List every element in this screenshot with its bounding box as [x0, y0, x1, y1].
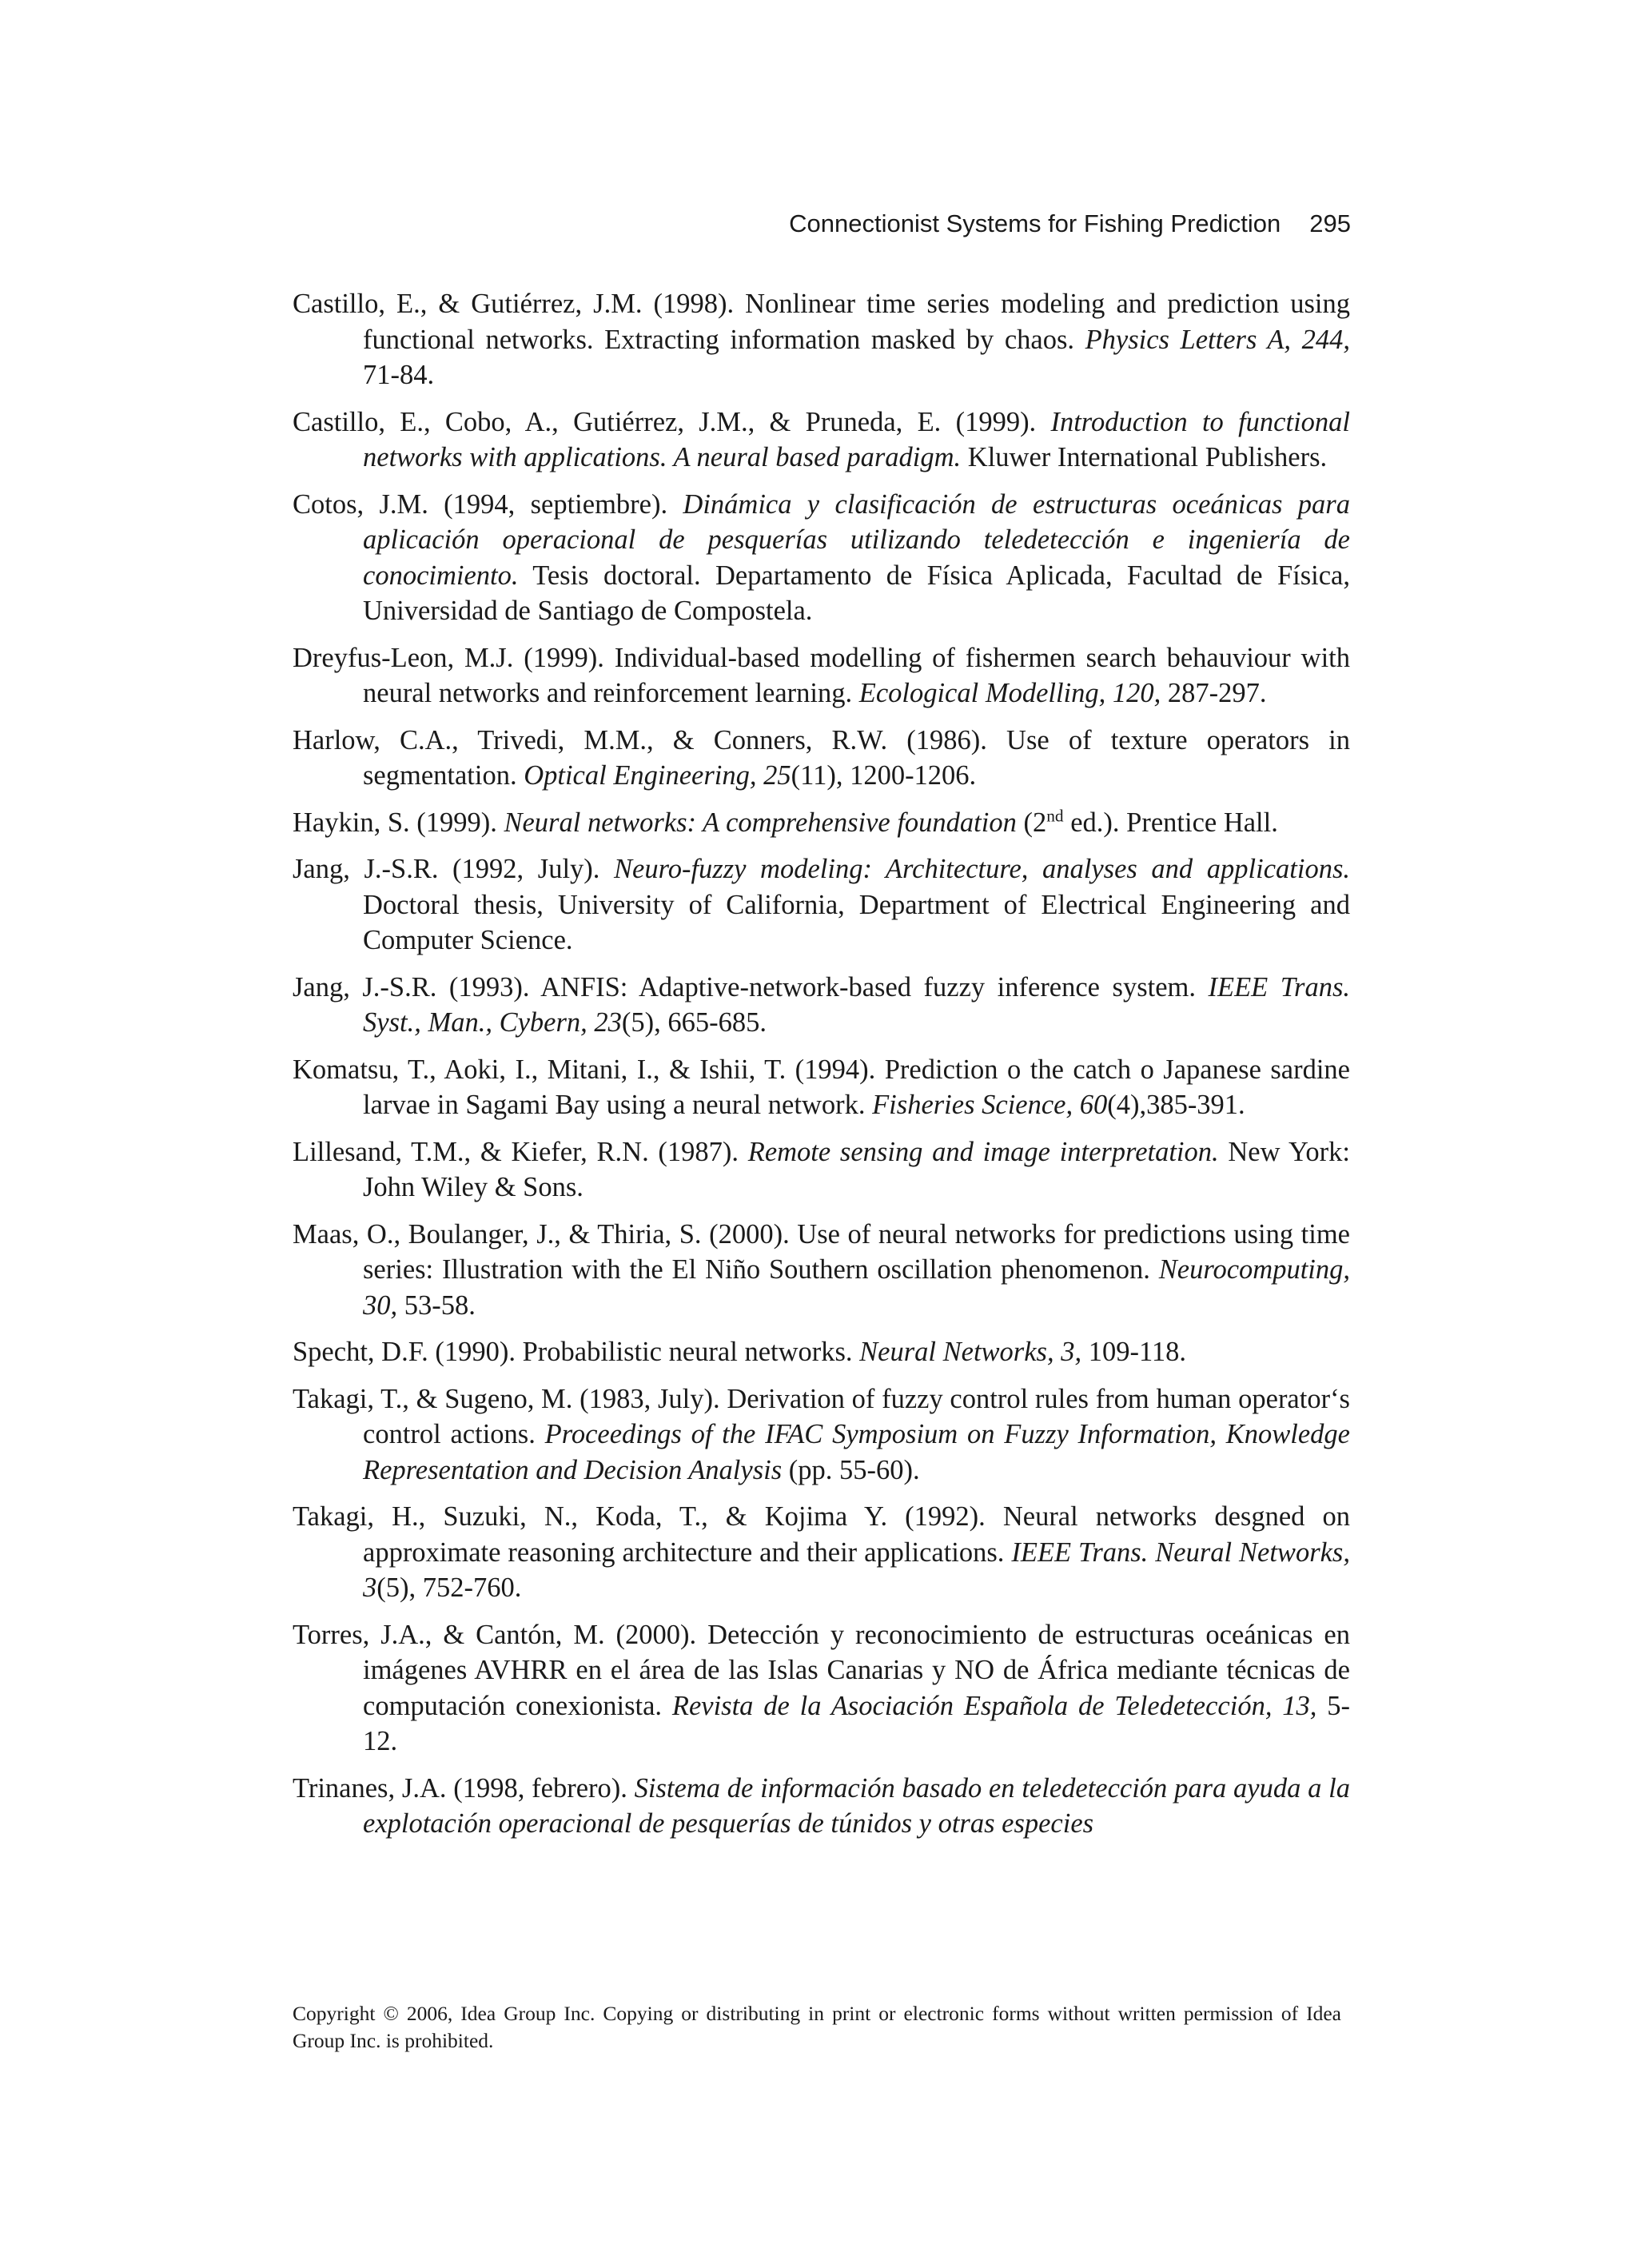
reference-text: (2 [1016, 807, 1047, 838]
reference-text: 53-58. [397, 1289, 476, 1321]
reference-text: Lillesand, T.M., & Kiefer, R.N. (1987). [293, 1136, 748, 1167]
reference-entry [293, 805, 1350, 841]
reference-entry [293, 1052, 1350, 1123]
reference-text: Jang, J.-S.R. (1992, July). [293, 854, 614, 884]
reference-title-italic: Neural Networks, 3, [859, 1337, 1082, 1367]
reference-entry [293, 640, 1350, 711]
reference-text: Kluwer International Publishers. [961, 442, 1328, 472]
reference-text: Dreyfus-Leon, M.J. (1999). Individual-based modelling of fishermen search behauviour with neural networks and reinforcement learning. [293, 642, 1350, 708]
reference-title-italic: IEEE Trans. Syst., Man., Cybern, 23 [363, 971, 1350, 1038]
reference-text: nd [1046, 806, 1064, 825]
reference-entry [293, 1217, 1350, 1324]
page-number: 295 [1309, 209, 1351, 237]
reference-entry [293, 1499, 1350, 1606]
reference-text: (11), 1200-1206. [791, 760, 977, 791]
copyright-notice: Copyright © 2006, Idea Group Inc. Copying or distributing in print or electronic forms without written permission of Idea Group Inc. is prohibited. [293, 2002, 1341, 2052]
reference-text: Trinanes, J.A. (1998, febrero). [293, 1772, 635, 1804]
reference-text: Torres, J.A., & Cantón, M. (2000). Detección y reconocimiento de estructuras oceánicas en imágenes AVHRR en el área de las Islas Canarias y NO de África mediante técnicas de computación conexionista. [293, 1619, 1350, 1721]
reference-title-italic: Remote sensing and image interpretation. [747, 1136, 1219, 1167]
reference-text: Cotos, J.M. (1994, septiembre). [293, 488, 683, 520]
reference-text: New York: John Wiley & Sons. [363, 1136, 1350, 1202]
reference-text: ed.). Prentice Hall. [1063, 807, 1278, 838]
reference-text: Jang, J.-S.R. (1993). ANFIS: Adaptive-network-based fuzzy inference system. [293, 971, 1209, 1002]
reference-entry [293, 405, 1350, 476]
reference-text: (pp. 55-60). [782, 1454, 920, 1485]
reference-entry [293, 851, 1350, 959]
reference-entry [293, 1771, 1350, 1842]
reference-title-italic: Revista de la Asociación Española de Teledetección, 13, [671, 1690, 1317, 1721]
reference-list [293, 286, 1350, 1853]
reference-text: Specht, D.F. (1990). Probabilistic neural networks. [293, 1337, 860, 1367]
reference-text: Maas, O., Boulanger, J., & Thiria, S. (2000). Use of neural networks for predictions using time series: Illustration with the El Niño Southern oscillation phenomenon. [293, 1218, 1350, 1285]
reference-title-italic: Dinámica y clasificación de estructuras oceánicas para aplicación operacional de pesquerías utilizando teledetección e ingeniería de conocimiento. [363, 488, 1350, 591]
reference-entry [293, 723, 1350, 794]
reference-text: Doctoral thesis, University of California, Department of Electrical Engineering and Computer Science. [363, 889, 1350, 955]
reference-text: 71-84. [363, 360, 435, 390]
reference-entry [293, 1381, 1350, 1489]
reference-entry [293, 1334, 1350, 1370]
reference-title-italic: Neurocomputing, 30, [363, 1254, 1350, 1321]
reference-entry [293, 970, 1350, 1041]
reference-entry [293, 1134, 1350, 1206]
reference-title-italic: Introduction to functional networks with applications. A neural based paradigm. [363, 406, 1350, 472]
reference-text: 5-12. [363, 1690, 1350, 1756]
reference-title-italic: IEEE Trans. Neural Networks, 3 [363, 1537, 1350, 1603]
reference-text: Harlow, C.A., Trivedi, M.M., & Conners, R.W. (1986). Use of texture operators in segmentation. [293, 724, 1350, 791]
reference-text: 109-118. [1081, 1337, 1187, 1367]
reference-text: Takagi, H., Suzuki, N., Koda, T., & Kojima Y. (1992). Neural networks desgned on approximate reasoning architecture and their applications. [293, 1501, 1350, 1568]
reference-text: Tesis doctoral. Departamento de Física Aplicada, Facultad de Física, Universidad de Santiago de Compostela. [363, 560, 1350, 626]
reference-title-italic: Physics Letters A, 244, [1085, 324, 1350, 355]
reference-title-italic: Neural networks: A comprehensive foundation [504, 807, 1017, 838]
reference-title-italic: Sistema de información basado en teledetección para ayuda a la explotación operacional de pesquerías de túnidos y otras especies [363, 1772, 1351, 1839]
reference-text: 287-297. [1161, 678, 1267, 708]
reference-text: (4),385-391. [1107, 1090, 1245, 1120]
reference-entry [293, 1617, 1350, 1760]
reference-title-italic: Optical Engineering, 25 [524, 760, 791, 791]
reference-text: Castillo, E., Cobo, A., Gutiérrez, J.M., & Pruneda, E. (1999). [293, 406, 1051, 437]
reference-entry [293, 286, 1350, 393]
reference-title-italic: Ecological Modelling, 120, [858, 678, 1161, 708]
reference-entry [293, 487, 1350, 629]
reference-text: Haykin, S. (1999). [293, 807, 504, 838]
reference-title-italic: Proceedings of the IFAC Symposium on Fuzzy Information, Knowledge Representation and Decision Analysis [363, 1419, 1350, 1485]
reference-text: (5), 665-685. [621, 1007, 767, 1038]
reference-text: Komatsu, T., Aoki, I., Mitani, I., & Ishii, T. (1994). Prediction o the catch o Japanese sardine larvae in Sagami Bay using a neural network. [293, 1054, 1350, 1120]
running-head [789, 209, 1351, 238]
reference-text: Castillo, E., & Gutiérrez, J.M. (1998). Nonlinear time series modeling and prediction using functional networks. Extracting information masked by chaos. [293, 289, 1350, 355]
reference-text: (5), 752-760. [376, 1572, 522, 1603]
reference-text: Takagi, T., & Sugeno, M. (1983, July). Derivation of fuzzy control rules from human operator‘s control actions. [293, 1383, 1350, 1449]
reference-title-italic: Neuro-fuzzy modeling: Architecture, analyses and applications. [614, 854, 1350, 884]
reference-title-italic: Fisheries Science, 60 [872, 1090, 1108, 1120]
running-title: Connectionist Systems for Fishing Prediction [789, 209, 1281, 237]
